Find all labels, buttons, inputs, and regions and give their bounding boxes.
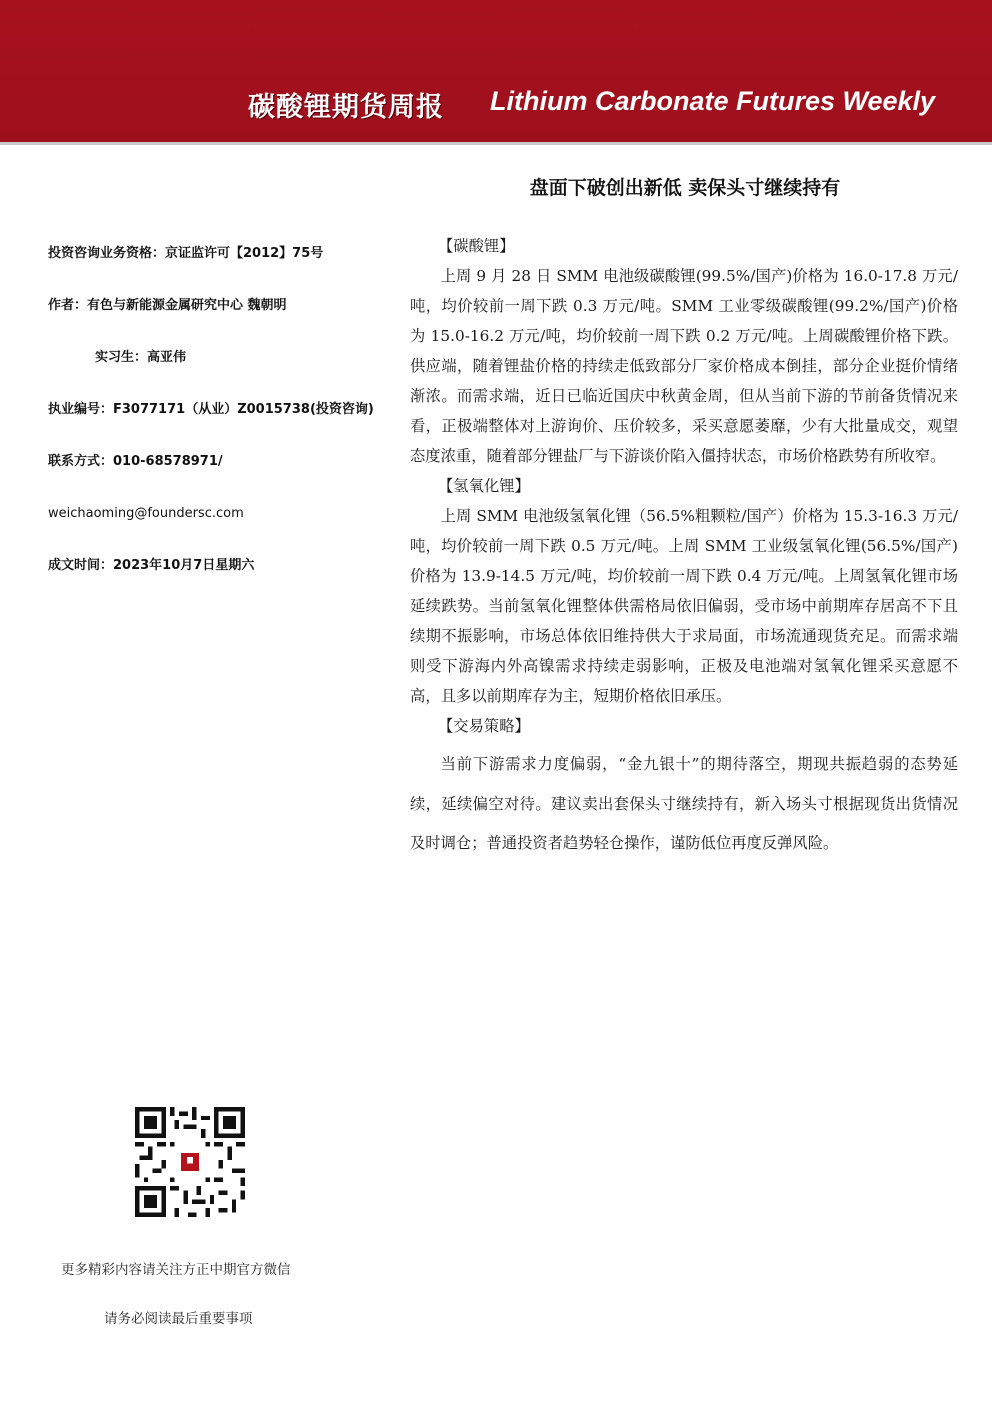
contact-line: 联系方式：010-68578971/ [48, 454, 223, 469]
header-divider [0, 142, 992, 145]
report-headline: 盘面下破创出新低 卖保头寸继续持有 [529, 177, 841, 199]
wechat-qr-code[interactable] [135, 1107, 245, 1217]
report-header-banner [0, 0, 992, 142]
author-line: 作者：有色与新能源金属研究中心 魏朝明 [48, 298, 287, 313]
date-line: 成文时间：2023年10月7日星期六 [48, 558, 255, 573]
wechat-follow-text: 更多精彩内容请关注方正中期官方微信 [61, 1262, 291, 1278]
section-heading-trading-strategy: 【交易策略】 [438, 717, 530, 735]
qualification-line: 投资咨询业务资格：京证监许可【2012】75号 [48, 246, 324, 261]
section-body-lithium-carbonate: 上周 9 月 28 日 SMM 电池级碳酸锂(99.5%/国产)价格为 16.0-17.8 万元/吨，均价较前一周下跌 0.3 万元/吨。SMM 工业零级碳酸锂(99.2%/国产)价格为 15.0-16.2 万元/吨，均价较前一周下跌 0.2 万元/吨。上周碳酸锂价格下跌。供应端，随着锂盐价格的持续走低致部分厂家价格成本倒挂，部分企业挺价情绪渐浓。而需求端，近日已临近国庆中秋黄金周，但从当前下游的节前备货情况来看，正极端整体对上游询价、压价较多，采买意愿萎靡，少有大批量成交，观望态度浓重，随着部分锂盐厂与下游谈价陷入僵持状态，市场价格跌势有所收窄。 [410, 267, 958, 465]
report-title-en: Lithium Carbonate Futures Weekly [490, 86, 936, 116]
report-body [410, 231, 958, 864]
important-notice-text: 请务必阅读最后重要事项 [104, 1311, 253, 1327]
intern-line: 实习生：高亚伟 [95, 350, 187, 365]
email-link[interactable]: weichaoming@foundersc.com [48, 506, 244, 521]
report-title-cn: 碳酸锂期货周报 [248, 92, 444, 123]
license-line: 执业编号：F3077171（从业）Z0015738(投资咨询) [48, 402, 374, 417]
section-heading-lithium-carbonate: 【碳酸锂】 [438, 237, 515, 255]
section-body-trading-strategy: 当前下游需求力度偏弱，“金九银十”的期待落空，期现共振趋弱的态势延续，延续偏空对待。建议卖出套保头寸继续持有，新入场头寸根据现货出货情况及时调仓；普通投资者趋势轻仓操作，谨防低位再度反弹风险。 [410, 755, 958, 852]
section-heading-lithium-hydroxide: 【氢氧化锂】 [438, 477, 530, 495]
section-body-lithium-hydroxide: 上周 SMM 电池级氢氧化锂（56.5%粗颗粒/国产）价格为 15.3-16.3 万元/吨，均价较前一周下跌 0.5 万元/吨。上周 SMM 工业级氢氧化锂(56.5%/国产)价格为 13.9-14.5 万元/吨，均价较前一周下跌 0.4 万元/吨。上周氢氧化锂市场延续跌势。当前氢氧化锂整体供需格局依旧偏弱，受市场中前期库存居高不下且续期不振影响，市场总体依旧维持供大于求局面，市场流通现货充足。而需求端则受下游海内外高镍需求持续走弱影响，正极及电池端对氢氧化锂采买意愿不高，且多以前期库存为主，短期价格依旧承压。 [410, 507, 958, 705]
